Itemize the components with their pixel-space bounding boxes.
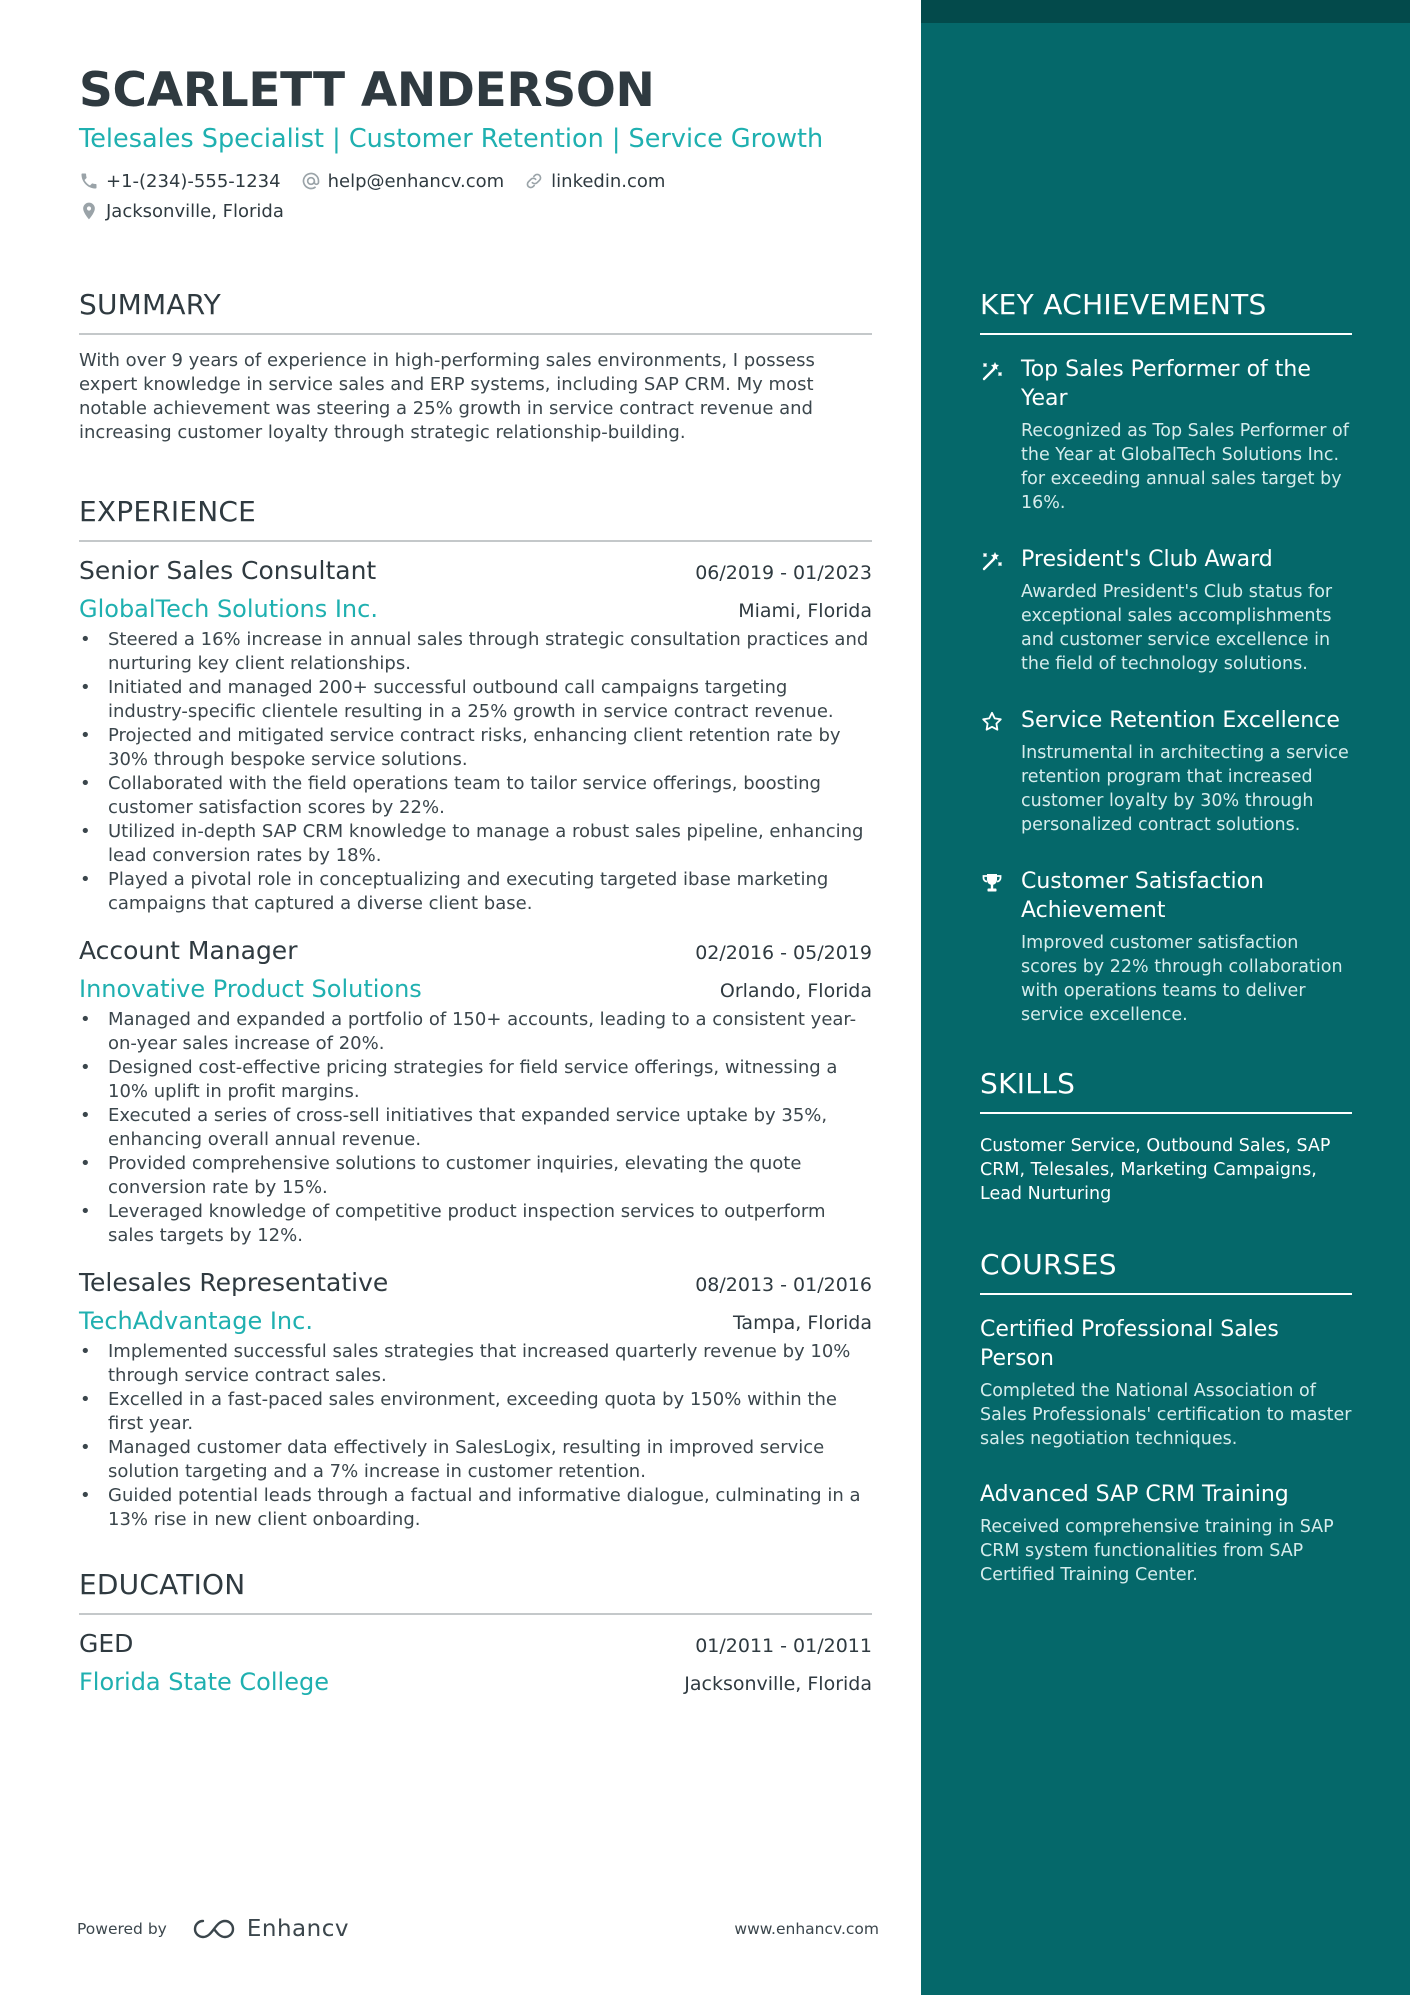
job-company: Innovative Product Solutions [79, 975, 422, 1003]
achievements-heading: KEY ACHIEVEMENTS [980, 288, 1352, 335]
summary-section [79, 288, 872, 445]
email-text[interactable]: help@enhancv.com [327, 170, 505, 192]
bullet-item: • Projected and mitigated service contract risks, enhancing client retention rate by 30% through bespoke service solutions. [79, 724, 872, 772]
contact-info [79, 166, 872, 226]
job-dates: 02/2016 - 05/2019 [695, 942, 872, 964]
phone-contact [79, 171, 281, 192]
headline: Telesales Specialist | Customer Retention | Service Growth [79, 124, 824, 154]
job-title: Telesales Representative [79, 1268, 389, 1297]
sidebar-top-bar [921, 0, 1410, 23]
linkedin-text[interactable]: linkedin.com [551, 170, 666, 192]
bullet-item: • Managed and expanded a portfolio of 150+ accounts, leading to a consistent year-on-year sales increase of 20%. [79, 1008, 872, 1056]
job-title: Senior Sales Consultant [79, 556, 377, 585]
job-dates: 06/2019 - 01/2023 [695, 562, 872, 584]
achievement-title: Top Sales Performer of the Year [1021, 357, 1311, 411]
achievement-title: Customer Satisfaction Achievement [1021, 869, 1264, 923]
job-bullets [79, 1340, 872, 1532]
course-desc: Received comprehensive training in SAP CRM system functionalities from SAP Certified Training Center. [980, 1517, 1334, 1585]
bullet-item: • Played a pivotal role in conceptualizing and executing targeted ibase marketing campaigns that captured a diverse client base. [79, 868, 872, 916]
bullet-item: • Collaborated with the field operations team to tailor service offerings, boosting customer satisfaction scores by 22%. [79, 772, 872, 820]
education-section [79, 1568, 872, 1699]
job-title: Account Manager [79, 936, 298, 965]
achievement-title: Service Retention Excellence [1021, 708, 1340, 733]
bullet-item: • Executed a series of cross-sell initiatives that expanded service uptake by 35%, enhancing overall annual revenue. [79, 1104, 872, 1152]
sidebar [921, 0, 1410, 1995]
education-heading: EDUCATION [79, 1568, 872, 1615]
bullet-item: • Provided comprehensive solutions to customer inquiries, elevating the quote conversion rate by 15%. [79, 1152, 872, 1200]
trophy-icon [980, 871, 1004, 895]
experience-heading: EXPERIENCE [79, 495, 872, 542]
email-contact[interactable] [301, 171, 505, 192]
bullet-item: • Designed cost-effective pricing strategies for field service offerings, witnessing a 10% uplift in profit margins. [79, 1056, 872, 1104]
course-desc: Completed the National Association of Sales Professionals' certification to master sales negotiation techniques. [980, 1381, 1352, 1449]
achievement-item [980, 355, 1352, 515]
wand-icon [980, 359, 1004, 383]
location-pin-icon [79, 201, 99, 221]
job-entry [79, 1266, 872, 1532]
bullet-item: • Managed customer data effectively in SalesLogix, resulting in improved service solution targeting and a 7% increase in customer retention. [79, 1436, 872, 1484]
main-column [79, 62, 872, 1699]
degree: GED [79, 1629, 134, 1658]
job-company: TechAdvantage Inc. [79, 1307, 313, 1335]
skills-section [980, 1067, 1352, 1206]
skills-text: Customer Service, Outbound Sales, SAP CRM, Telesales, Marketing Campaigns, Lead Nurturing [980, 1136, 1331, 1204]
achievement-desc: Recognized as Top Sales Performer of the Year at GlobalTech Solutions Inc. for exceeding annual sales target by 16%. [1021, 421, 1349, 513]
achievement-item [980, 867, 1352, 1027]
bullet-item: • Guided potential leads through a factual and informative dialogue, culminating in a 13% rise in new client onboarding. [79, 1484, 872, 1532]
bullet-item: • Implemented successful sales strategies that increased quarterly revenue by 10% through service contract sales. [79, 1340, 872, 1388]
skills-heading: SKILLS [980, 1067, 1352, 1114]
achievement-desc: Instrumental in architecting a service retention program that increased customer loyalty by 30% through personalized contract solutions. [1021, 743, 1349, 835]
school-name: Florida State College [79, 1668, 329, 1696]
courses-heading: COURSES [980, 1248, 1352, 1295]
phone-icon [79, 171, 99, 191]
job-bullets [79, 1008, 872, 1248]
wand-icon [980, 549, 1004, 573]
location-text: Jacksonville, Florida [106, 200, 284, 222]
bullet-item: • Utilized in-depth SAP CRM knowledge to manage a robust sales pipeline, enhancing lead conversion rates by 18%. [79, 820, 872, 868]
link-icon [524, 171, 544, 191]
course-title: Certified Professional Sales Person [980, 1317, 1279, 1371]
achievement-title: President's Club Award [1021, 547, 1273, 572]
bullet-item: • Excelled in a fast-paced sales environment, exceeding quota by 150% within the first year. [79, 1388, 872, 1436]
star-icon [980, 710, 1004, 734]
achievements-section [980, 288, 1352, 1027]
achievement-desc: Awarded President's Club status for exceptional sales accomplishments and customer service excellence in the field of technology solutions. [1021, 582, 1333, 674]
course-item [980, 1315, 1352, 1451]
bullet-item: • Steered a 16% increase in annual sales through strategic consultation practices and nurturing key client relationships. [79, 628, 872, 676]
bullet-item: • Initiated and managed 200+ successful outbound call campaigns targeting industry-specific clientele resulting in a 25% growth in service contract revenue. [79, 676, 872, 724]
at-icon [301, 171, 321, 191]
experience-section [79, 495, 872, 1532]
bullet-item: • Leveraged knowledge of competitive product inspection services to outperform sales targets by 12%. [79, 1200, 872, 1248]
website-link[interactable]: www.enhancv.com [734, 1920, 879, 1938]
school-location: Jacksonville, Florida [684, 1673, 872, 1695]
location-contact [79, 201, 284, 222]
summary-heading: SUMMARY [79, 288, 872, 335]
enhancv-logo-icon [191, 1917, 237, 1941]
achievement-item [980, 545, 1352, 676]
job-bullets [79, 628, 872, 916]
course-item [980, 1480, 1352, 1587]
course-title: Advanced SAP CRM Training [980, 1482, 1289, 1507]
achievement-desc: Improved customer satisfaction scores by 22% through collaboration with operations teams to deliver service excellence. [1021, 933, 1343, 1025]
enhancv-brand: Enhancv [246, 1916, 349, 1942]
courses-section [980, 1248, 1352, 1587]
job-company: GlobalTech Solutions Inc. [79, 595, 378, 623]
footer [77, 1914, 879, 1944]
job-entry [79, 554, 872, 916]
job-entry [79, 934, 872, 1248]
summary-text: With over 9 years of experience in high-performing sales environments, I possess expert knowledge in service sales and ERP systems, including SAP CRM. My most notable achievement was steering a 25% growth in service contract revenue and increasing customer loyalty through strategic relationship-building. [79, 350, 815, 443]
job-dates: 08/2013 - 01/2016 [695, 1274, 872, 1296]
powered-by-text: Powered by [77, 1920, 167, 1938]
job-location: Miami, Florida [738, 600, 872, 622]
candidate-name: SCARLETT ANDERSON [79, 63, 655, 118]
education-dates: 01/2011 - 01/2011 [695, 1635, 872, 1657]
achievement-item [980, 706, 1352, 837]
phone-text: +1-(234)-555-1234 [106, 170, 281, 192]
linkedin-contact[interactable] [524, 171, 665, 192]
job-location: Tampa, Florida [732, 1312, 872, 1334]
job-location: Orlando, Florida [719, 980, 872, 1002]
